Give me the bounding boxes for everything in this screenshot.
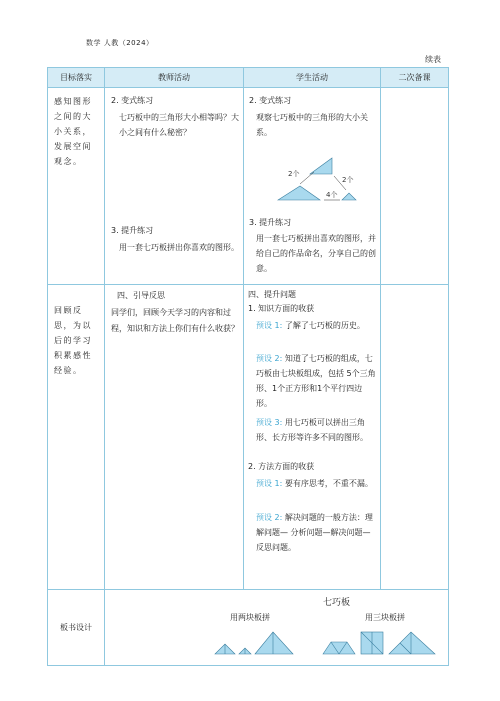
section-title: 四、提升问题 [248, 290, 296, 299]
preset-item [256, 415, 378, 445]
section-title: 四、引导反思 [117, 291, 165, 300]
student-cell [244, 88, 381, 285]
preset-label: 预设 1: [256, 479, 283, 488]
tangram-shape [389, 632, 435, 654]
student-text: 观察七巧板中的三角形的大小关系。 [256, 113, 368, 137]
preset-text: 了解了七巧板的历史。 [284, 321, 365, 330]
book-header: 数学 人教（2024） [86, 39, 154, 47]
fig-label: 2个 [288, 170, 300, 178]
preset-item [256, 476, 378, 491]
triangle-comparison-figure [274, 156, 374, 212]
large-triangle [310, 158, 332, 174]
lesson-table [47, 67, 449, 666]
preset-text: 解决问题的一般方法：理解问题— 分析问题—解决问题— 反思问题。 [256, 513, 373, 552]
preset-text: 用七巧板可以拼出三角形、长方形等许多不同的图形。 [256, 418, 368, 442]
col-student-header: 学生活动 [244, 68, 381, 88]
student-cell [244, 285, 381, 590]
tangram-shape [323, 642, 355, 654]
tangram-compositions [213, 626, 453, 656]
preset-item [256, 510, 378, 555]
arrow-line [300, 172, 314, 184]
teacher-text: 七巧板中的三角形大小相等吗？大小之间有什么秘密？ [119, 113, 239, 137]
small-triangle [342, 193, 356, 200]
section-title: 2. 变式练习 [111, 96, 154, 105]
preset-text: 要有序思考，不重不漏。 [284, 479, 373, 488]
fig-label: 4个 [326, 191, 338, 199]
preset-item [256, 351, 378, 411]
revision-cell [381, 285, 449, 590]
teacher-text: 同学们，回顾今天学习的内容和过程，知识和方法上你们有什么收获？ [111, 308, 239, 333]
revision-cell [381, 88, 449, 285]
preset-label: 预设 3: [256, 418, 283, 427]
continued-label: 续表 [425, 55, 441, 64]
table-row [48, 88, 449, 285]
col-goal-header: 目标落实 [48, 68, 105, 88]
two-piece-shapes [215, 632, 293, 654]
teacher-text: 用一套七巧板拼出你喜欢的图形。 [119, 243, 239, 252]
teacher-cell [105, 285, 244, 590]
section-title: 2. 方法方面的收获 [248, 462, 315, 471]
goal-cell: 感知图形之间的大小关系，发展空间观念。 [48, 88, 105, 285]
preset-item [256, 318, 378, 333]
preset-text: 知道了七巧板的组成，七巧板由七块板组成，包括 5个三角形、1个正方形和1个平行四边形。 [256, 354, 376, 408]
teacher-cell [105, 88, 244, 285]
col-teacher-header: 教师活动 [105, 68, 244, 88]
board-label: 板书设计 [48, 590, 105, 666]
board-design [105, 590, 448, 665]
preset-label: 预设 2: [256, 513, 283, 522]
board-title: 七巧板 [323, 598, 351, 608]
table-header-row [48, 68, 449, 88]
board-subtitle: 用两块板拼 [230, 613, 270, 622]
table-row [48, 285, 449, 590]
tangram-shape [255, 632, 293, 654]
board-cell [105, 590, 449, 666]
goal-cell: 回顾反思，为以后的学习积累感性经验。 [48, 285, 105, 590]
section-title: 3. 提升练习 [249, 218, 292, 227]
preset-label: 预设 1: [256, 321, 283, 330]
preset-label: 预设 2: [256, 354, 283, 363]
fig-label: 2个 [342, 176, 354, 184]
section-title: 3. 提升练习 [111, 226, 154, 235]
student-text: 用一套七巧板拼出喜欢的图形，并给自己的作品命名，分享自己的创意。 [256, 234, 376, 273]
medium-triangle [278, 186, 320, 200]
three-piece-shapes [323, 632, 435, 654]
col-revision-header: 二次备课 [381, 68, 449, 88]
section-title: 2. 变式练习 [249, 96, 292, 105]
board-row [48, 590, 449, 666]
section-title: 1. 知识方面的收获 [248, 304, 315, 313]
board-subtitle: 用三块板拼 [365, 613, 405, 622]
